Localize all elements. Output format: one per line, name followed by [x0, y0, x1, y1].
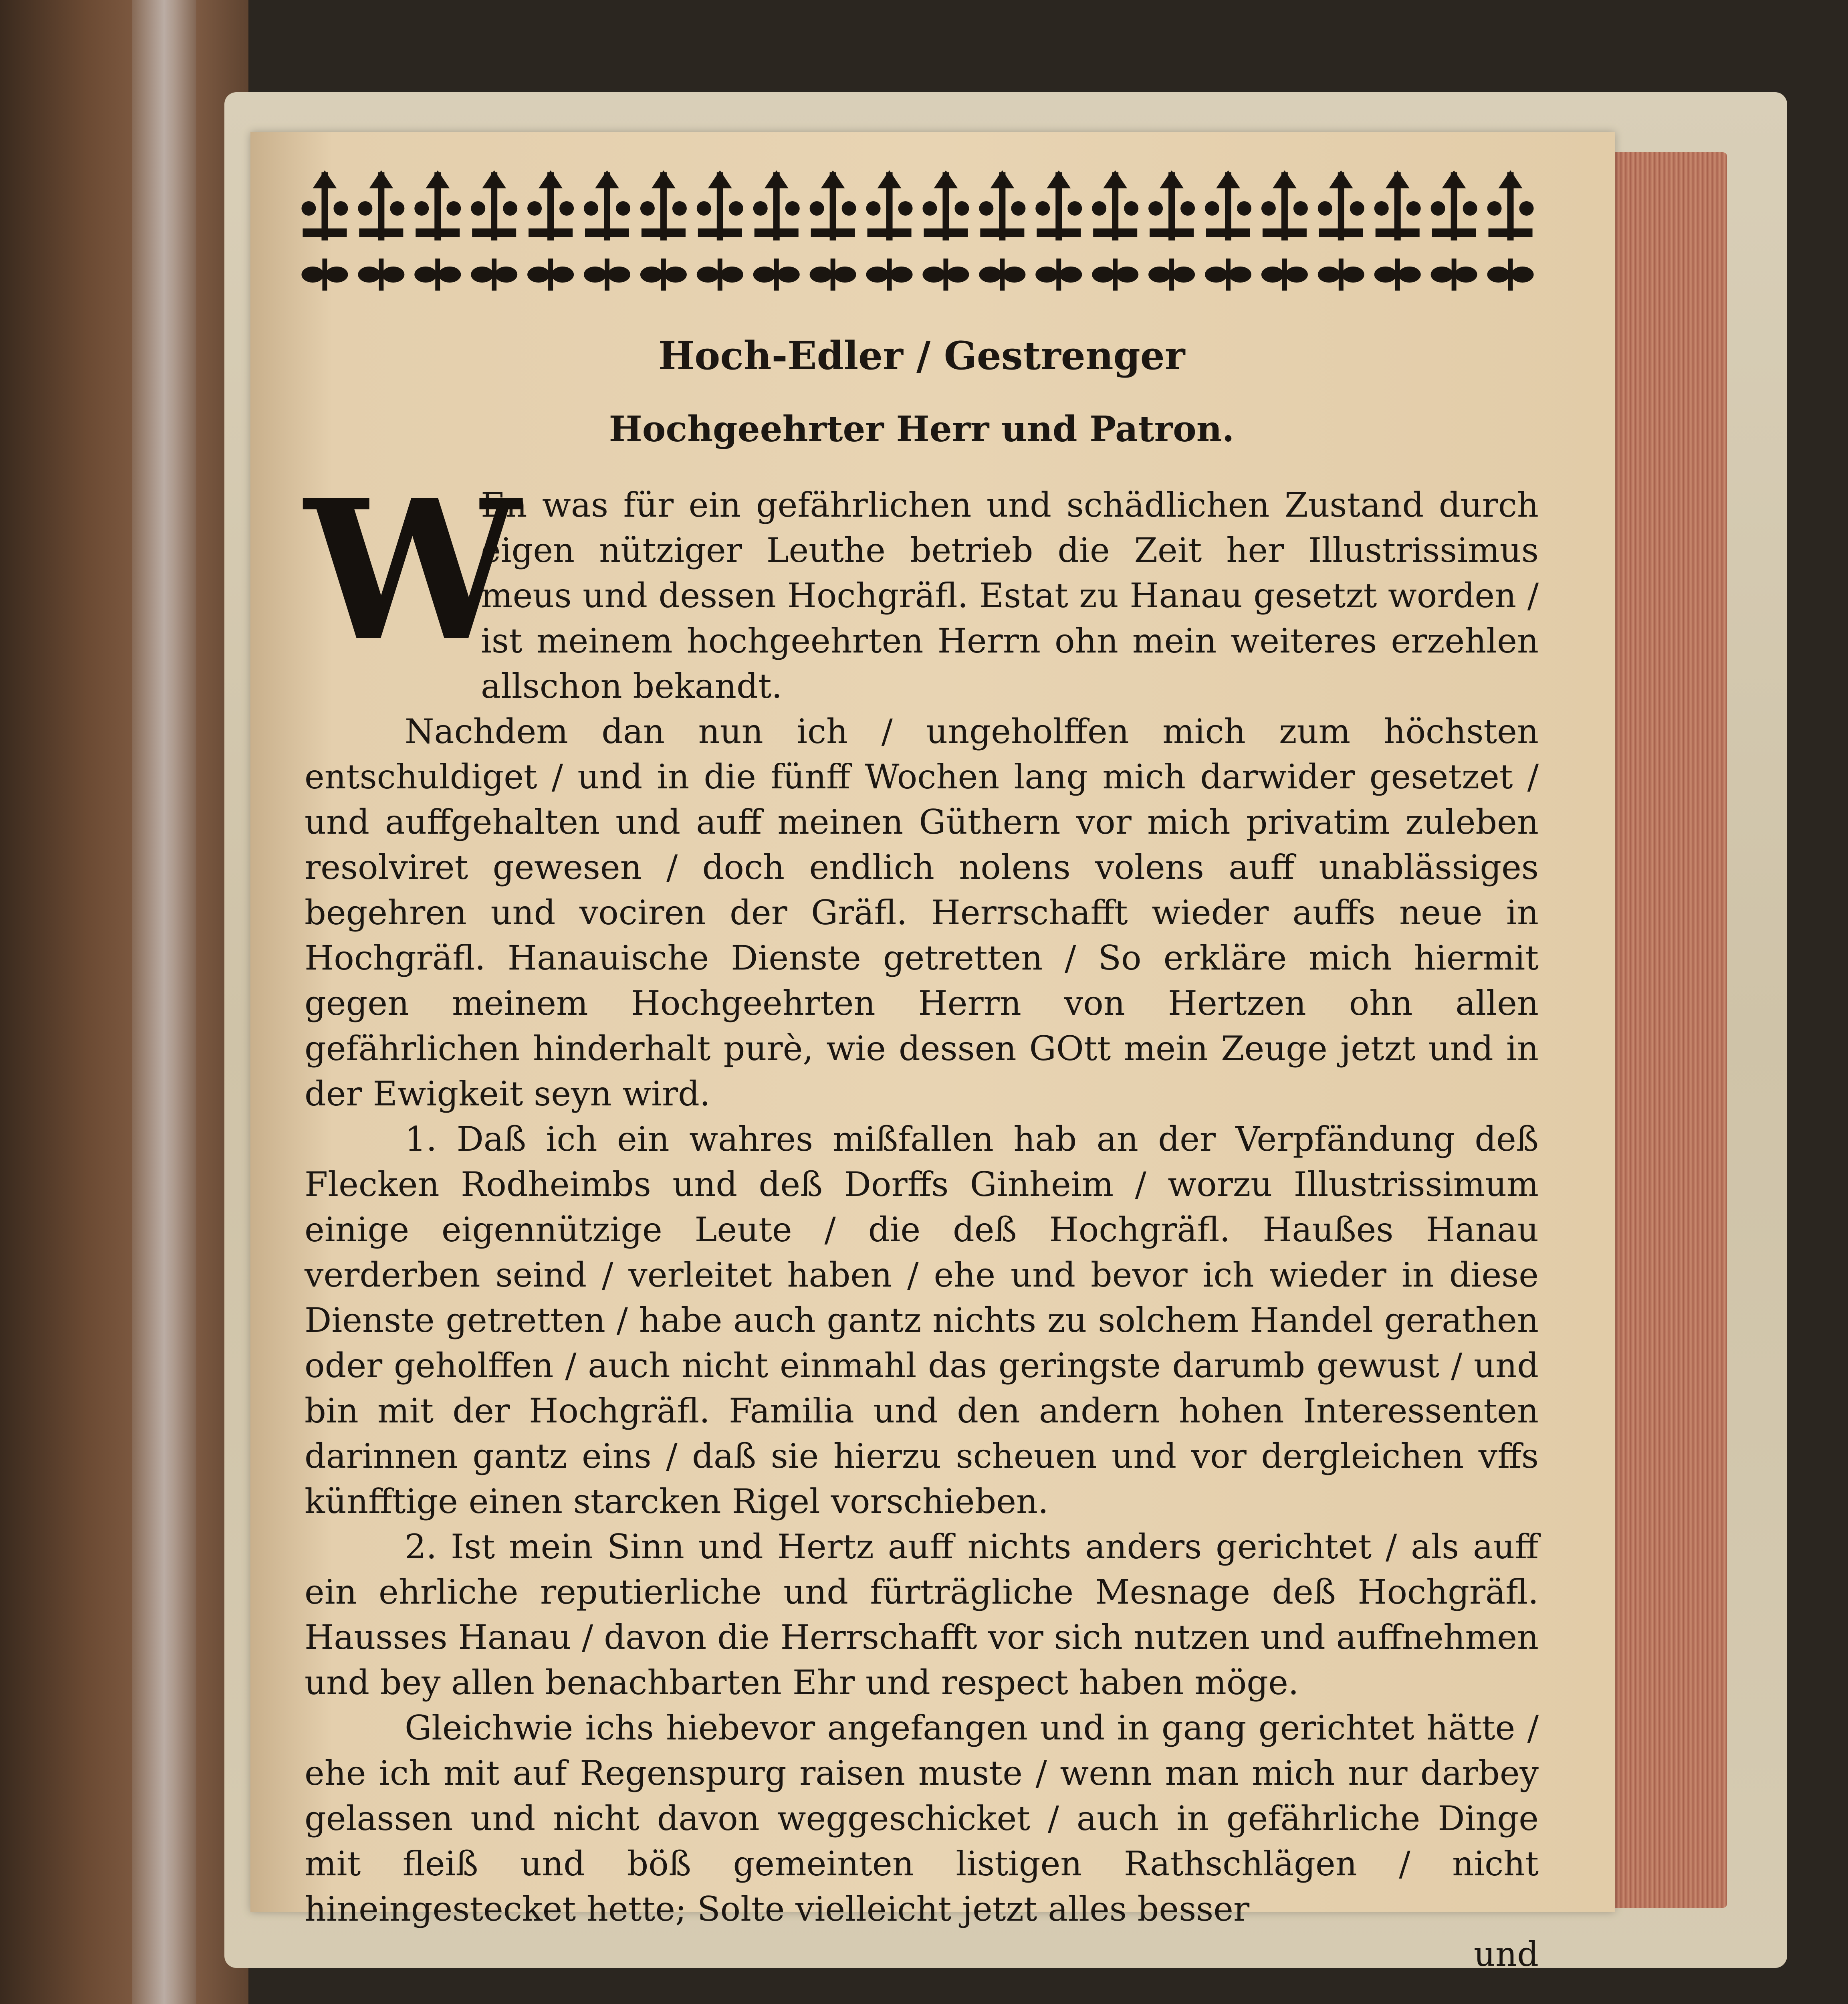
fleuron-ornament-small — [640, 259, 687, 291]
fleuron-ornament — [866, 170, 913, 240]
book-gutter — [132, 0, 196, 2004]
salutation-subheading: Hochgeehrter Herr und Patron. — [609, 408, 1235, 450]
fleuron-ornament — [1092, 170, 1138, 240]
fleuron-ornament-small — [866, 259, 913, 291]
fleuron-ornament-small — [1261, 259, 1308, 291]
fleuron-ornament — [640, 170, 687, 240]
fleuron-ornament — [922, 170, 969, 240]
left-page-edge — [0, 0, 248, 2004]
fleuron-ornament-small — [584, 259, 630, 291]
fleuron-ornament — [414, 170, 461, 240]
salutation-heading: Hoch-Edler / Gestrenger — [658, 333, 1185, 378]
fleuron-ornament — [1318, 170, 1364, 240]
fleuron-ornament-small — [697, 259, 743, 291]
fleuron-ornament — [1487, 170, 1534, 240]
fleuron-ornament — [1148, 170, 1195, 240]
opening-paragraph — [305, 458, 1539, 709]
page-fore-edge — [1607, 152, 1727, 1908]
fleuron-ornament — [697, 170, 743, 240]
paragraph-point-1: 1. Daß ich ein wahres mißfallen hab an der Verpfändung deß Flecken Rodheimbs und deß Dorffs Ginheim / worzu Illustrissimum einige eigennützige Leute / die deß Hochgräfl. Haußes Hanau verderben seind / verleitet haben / ehe und bevor ich wieder in diese Dienste getretten / habe auch gantz nichts zu solchem Handel gerathen oder geholffen / auch nicht einmahl das geringste darumb gewust / und bin mit der Hochgräfl. Familia und den andern hohen Interessenten darinnen gantz eins / daß sie hierzu scheuen und vor dergleichen vffs künfftige einen starcken Rigel vorschieben. — [305, 1119, 1539, 1521]
fleuron-ornament — [584, 170, 630, 240]
fleuron-ornament-small — [1431, 259, 1477, 291]
drop-cap-initial: W — [305, 458, 521, 684]
fleuron-ornament — [301, 170, 348, 240]
fleuron-ornament-small — [1205, 259, 1251, 291]
ornamental-border — [297, 164, 1539, 301]
fleuron-ornament — [979, 170, 1025, 240]
fleuron-ornament — [471, 170, 517, 240]
opening-paragraph-text: En was für ein gefährlichen und schädlichen Zustand durch eigen nütziger Leuthe betrieb die Zeit her Illustrissimus meus und dessen Hochgräfl. Estat zu Hanau gesetzt worden / ist meinem hochgeehrten Herrn ohn mein weiteres erzehlen allschon bekandt. — [481, 485, 1539, 706]
catchword: und — [1474, 1935, 1539, 1974]
fleuron-ornament-small — [979, 259, 1025, 291]
fleuron-ornament-small — [471, 259, 517, 291]
fleuron-ornament — [1261, 170, 1308, 240]
fleuron-ornament-small — [1092, 259, 1138, 291]
fleuron-ornament — [1205, 170, 1251, 240]
fleuron-ornament — [1035, 170, 1082, 240]
fleuron-ornament-small — [358, 259, 404, 291]
fleuron-ornament — [810, 170, 856, 240]
paragraph-point-2: 2. Ist mein Sinn und Hertz auff nichts anders gerichtet / als auff ein ehrliche reputierliche und fürträgliche Mesnage deß Hochgräfl. Hausses Hanau / davon die Herrschafft vor sich nutzen und auffnehmen und bey allen benachbarten Ehr und respect haben möge. — [305, 1527, 1539, 1702]
paragraph-nachdem: Nachdem dan nun ich / ungeholffen mich zum höchsten entschuldiget / und in die fünff Wochen lang mich darwider gesetzet / und auffgehalten und auff meinen Güthern vor mich privatim zuleben resolviret gewesen / doch endlich nolens volens auff unablässiges begehren und vociren der Gräfl. Herrschafft wieder auffs neue in Hochgräfl. Hanauische Dienste getretten / So erkläre mich hiermit gegen meinem Hochgeehrten Herrn von Hertzen ohn allen gefährlichen hinderhalt purè, wie dessen GOtt mein Zeuge jetzt und in der Ewigkeit seyn wird. — [305, 712, 1539, 1113]
fleuron-ornament — [358, 170, 404, 240]
fleuron-ornament-small — [922, 259, 969, 291]
fleuron-ornament — [1374, 170, 1421, 240]
fleuron-ornament — [753, 170, 800, 240]
fleuron-ornament-small — [1318, 259, 1364, 291]
fleuron-ornament-small — [527, 259, 574, 291]
fleuron-ornament-small — [1148, 259, 1195, 291]
fleuron-ornament-small — [301, 259, 348, 291]
fleuron-ornament-small — [1487, 259, 1534, 291]
fleuron-ornament-small — [753, 259, 800, 291]
fleuron-ornament-small — [1374, 259, 1421, 291]
paragraph-gleichwie: Gleichwie ichs hiebevor angefangen und in gang gerichtet hätte / ehe ich mit auf Regenspurg raisen muste / wenn man mich nur darbey gelassen und nicht davon weggeschicket / auch in gefährliche Dinge mit fleiß und böß gemeinten listigen Rathschlägen / nicht hineingestecket hette; Solte vielleicht jetzt alles besser — [305, 1708, 1539, 1929]
fleuron-ornament — [527, 170, 574, 240]
fleuron-ornament-small — [1035, 259, 1082, 291]
page-text — [305, 321, 1539, 1977]
fleuron-ornament — [1431, 170, 1477, 240]
fleuron-ornament-small — [810, 259, 856, 291]
fleuron-ornament-small — [414, 259, 461, 291]
